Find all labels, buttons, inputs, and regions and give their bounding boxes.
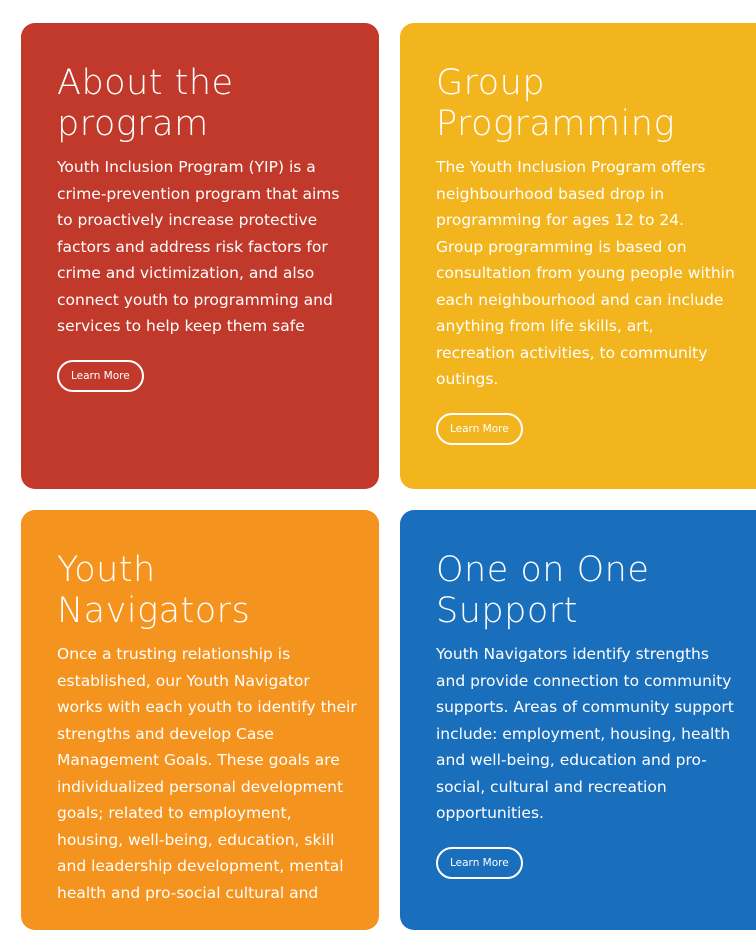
card-description: Once a trusting relationship is established, our Youth Navigator works with each youth to identify their strengths and develop Case Management Goals. These goals are individualized personal development goals; related to employment, housing, well-being, education, skill and leadership development, mental health and pro-social cultural and [57,645,357,902]
card-title: Youth Navigators [57,550,251,631]
card-title: Group Programming [436,63,675,144]
card-description: Youth Inclusion Program (YIP) is a crime-prevention program that aims to proactively increase protective factors and address risk factors for crime and victimization, and also connect youth to programming and services to help keep them safe [57,158,340,335]
card-title: About the program [57,63,234,144]
card-youth-navigators [21,510,379,930]
learn-more-button[interactable]: Learn More [436,847,523,879]
card-title: One on One Support [436,550,650,631]
card-group-programming [400,23,756,489]
learn-more-button[interactable]: Learn More [436,413,523,445]
card-description: Youth Navigators identify strengths and provide connection to community supports. Areas of community support include: employment, housing, health and well-being, education and pro-social, cultural and recreation opportunities. [436,645,734,822]
card-description: The Youth Inclusion Program offers neighbourhood based drop in programming for ages 12 to 24. Group programming is based on consultation from young people within each neighbourhood and can include anything from life skills, art, recreation activities, to community outings. [436,158,735,388]
card-about-the-program [21,23,379,489]
card-one-on-one-support [400,510,756,930]
learn-more-button[interactable]: Learn More [57,360,144,392]
